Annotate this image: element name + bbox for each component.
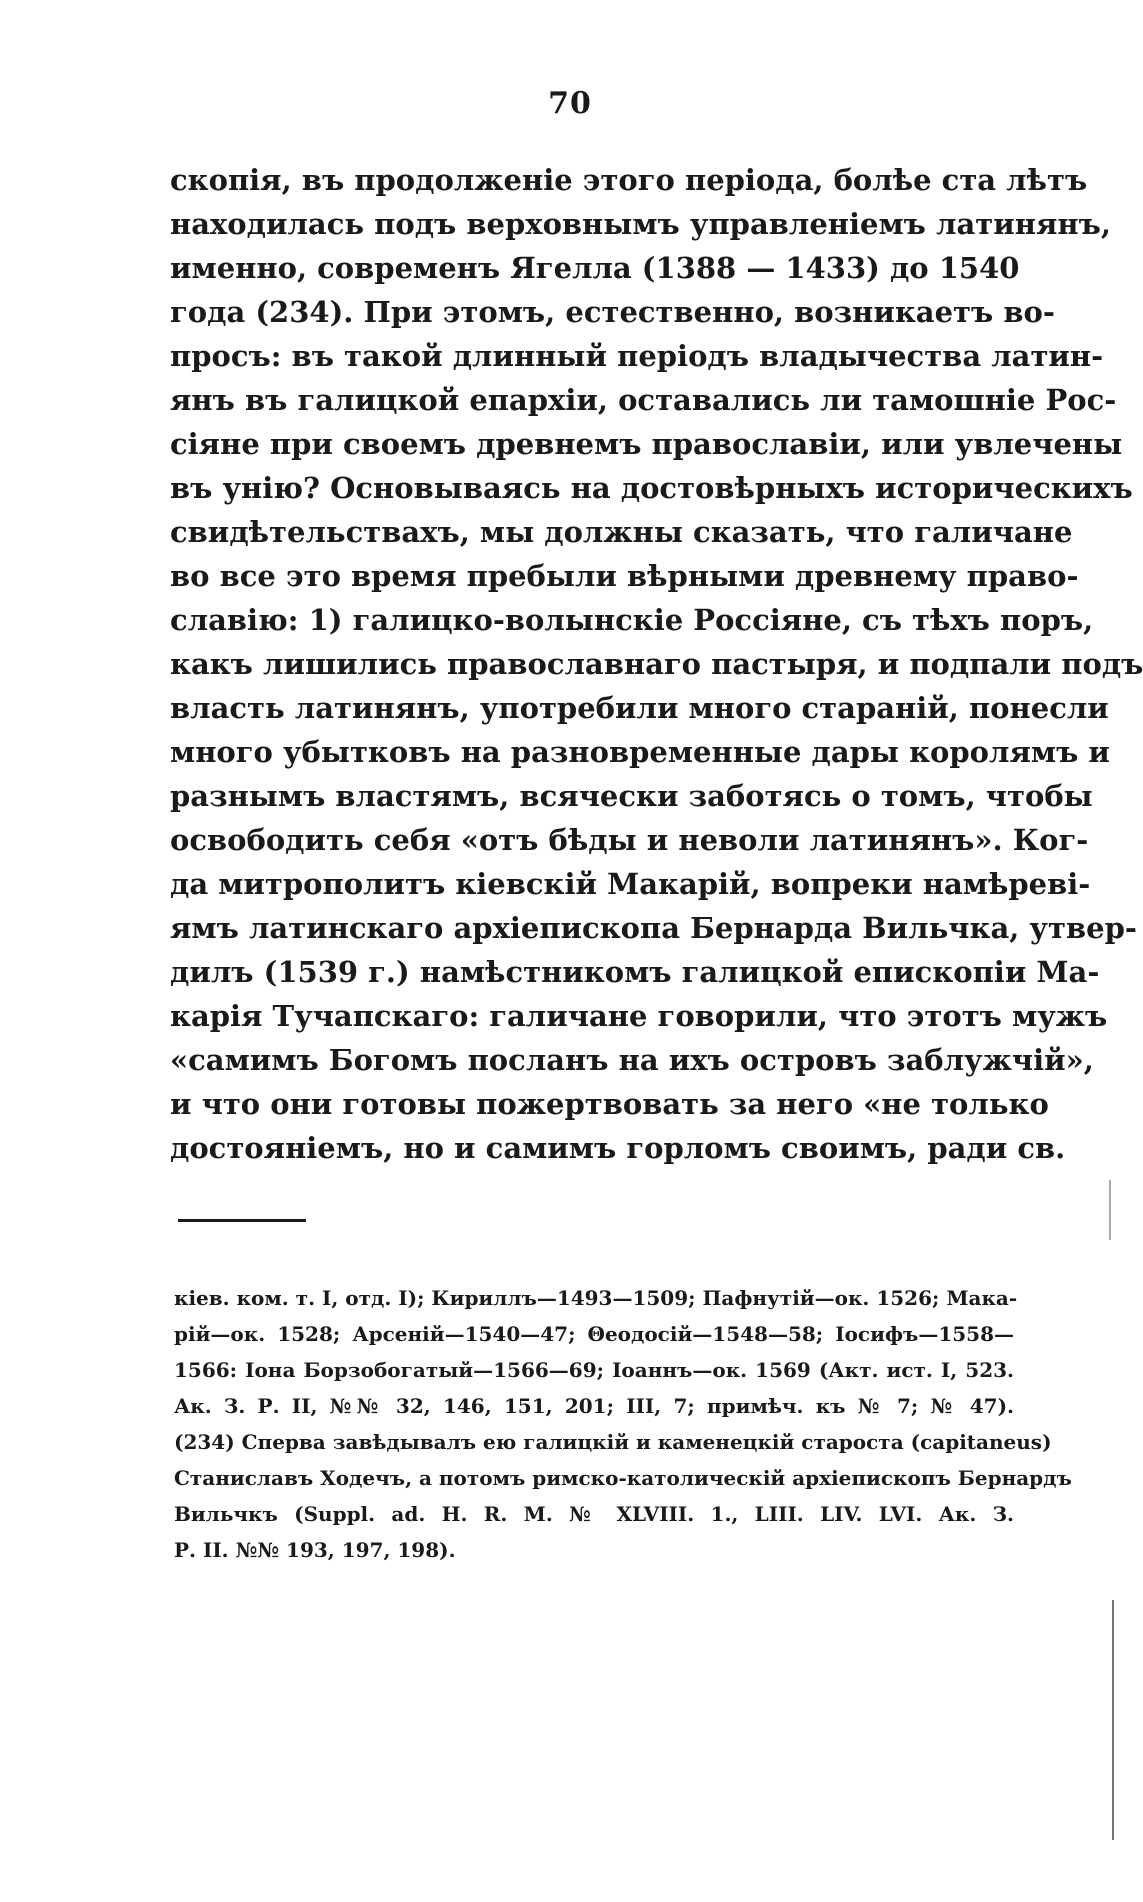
text-line: сіяне при своемъ древнемъ православіи, или увлечены — [170, 427, 1123, 461]
footnotes — [174, 1280, 1072, 1568]
text-line: находилась подъ верховнымъ управленіемъ латинянъ, — [170, 207, 1111, 241]
text-line: янъ въ галицкой епархіи, оставались ли тамошніе Рос- — [170, 383, 1117, 417]
text-line: именно, современъ Ягелла (1388 — 1433) до 1540 — [170, 251, 1020, 285]
footnote-separator — [178, 1219, 306, 1222]
text-line: да митрополитъ кіевскій Макарій, вопреки намѣреві- — [170, 867, 1091, 901]
text-line: «самимъ Богомъ посланъ на ихъ островъ заблужчій», — [170, 1043, 1094, 1077]
text-line: много убытковъ на разновременные дары королямъ и — [170, 735, 1110, 769]
page-edge-mark — [1112, 1600, 1114, 1840]
text-line: во все это время пребыли вѣрными древнему право- — [170, 559, 1079, 593]
footnote-line: Станиславъ Ходечъ, а потомъ римско-католическій архіепископъ Бернардъ — [174, 1466, 1072, 1490]
text-line: въ унію? Основываясь на достовѣрныхъ историческихъ — [170, 471, 1133, 505]
text-line: года (234). При этомъ, естественно, возникаетъ во- — [170, 295, 1055, 329]
text-line: свидѣтельствахъ, мы должны сказать, что галичане — [170, 515, 1073, 549]
text-line: карія Тучапскаго: галичане говорили, что этотъ мужъ — [170, 999, 1108, 1033]
text-line: освободить себя «отъ бѣды и неволи латинянъ». Ког- — [170, 823, 1089, 857]
page-edge-mark — [1109, 1180, 1111, 1240]
footnote-line: 1566: Іона Борзобогатый—1566—69; Іоаннъ—ок. 1569 (Акт. ист. I, 523. — [174, 1358, 1014, 1382]
footnote-line: (234) Сперва завѣдывалъ ею галицкій и каменецкій староста (capitaneus) — [174, 1430, 1052, 1454]
text-line: ямъ латинскаго архіепископа Бернарда Вильчка, утвер- — [170, 911, 1137, 945]
footnote-line: Ак. З. Р. II, №№ 32, 146, 151, 201; III, 7; примѣч. къ № 7; № 47). — [174, 1394, 1014, 1418]
text-line: просъ: въ такой длинный періодъ владычества латин- — [170, 339, 1104, 373]
text-line: разнымъ властямъ, всячески заботясь о томъ, чтобы — [170, 779, 1093, 813]
text-line: власть латинянъ, употребили много стараній, понесли — [170, 691, 1109, 725]
text-line: скопія, въ продолженіе этого періода, болѣе ста лѣтъ — [170, 163, 1088, 197]
page-number: 70 — [548, 86, 592, 121]
footnote-line: Р. II. №№ 193, 197, 198). — [174, 1538, 456, 1562]
text-line: дилъ (1539 г.) намѣстникомъ галицкой епископіи Ма- — [170, 955, 1100, 989]
footnote-line: кiев. ком. т. I, отд. I); Кириллъ—1493—1509; Пафнутій—ок. 1526; Мака- — [174, 1286, 1018, 1310]
main-text — [170, 158, 1143, 1170]
text-line: достояніемъ, но и самимъ горломъ своимъ, ради св. — [170, 1131, 1066, 1165]
text-line: какъ лишились православнаго пастыря, и подпали подъ — [170, 647, 1143, 681]
footnote-line: Вильчкъ (Suppl. ad. H. R. M. № XLVIII. 1., LIII. LIV. LVI. Ак. З. — [174, 1502, 1014, 1526]
footnote-line: рій—ок. 1528; Арсеній—1540—47; Θеодосій—1548—58; Іосифъ—1558— — [174, 1322, 1014, 1346]
text-line: и что они готовы пожертвовать за него «не только — [170, 1087, 1049, 1121]
text-line: славію: 1) галицко-волынскіе Россіяне, съ тѣхъ поръ, — [170, 603, 1094, 637]
